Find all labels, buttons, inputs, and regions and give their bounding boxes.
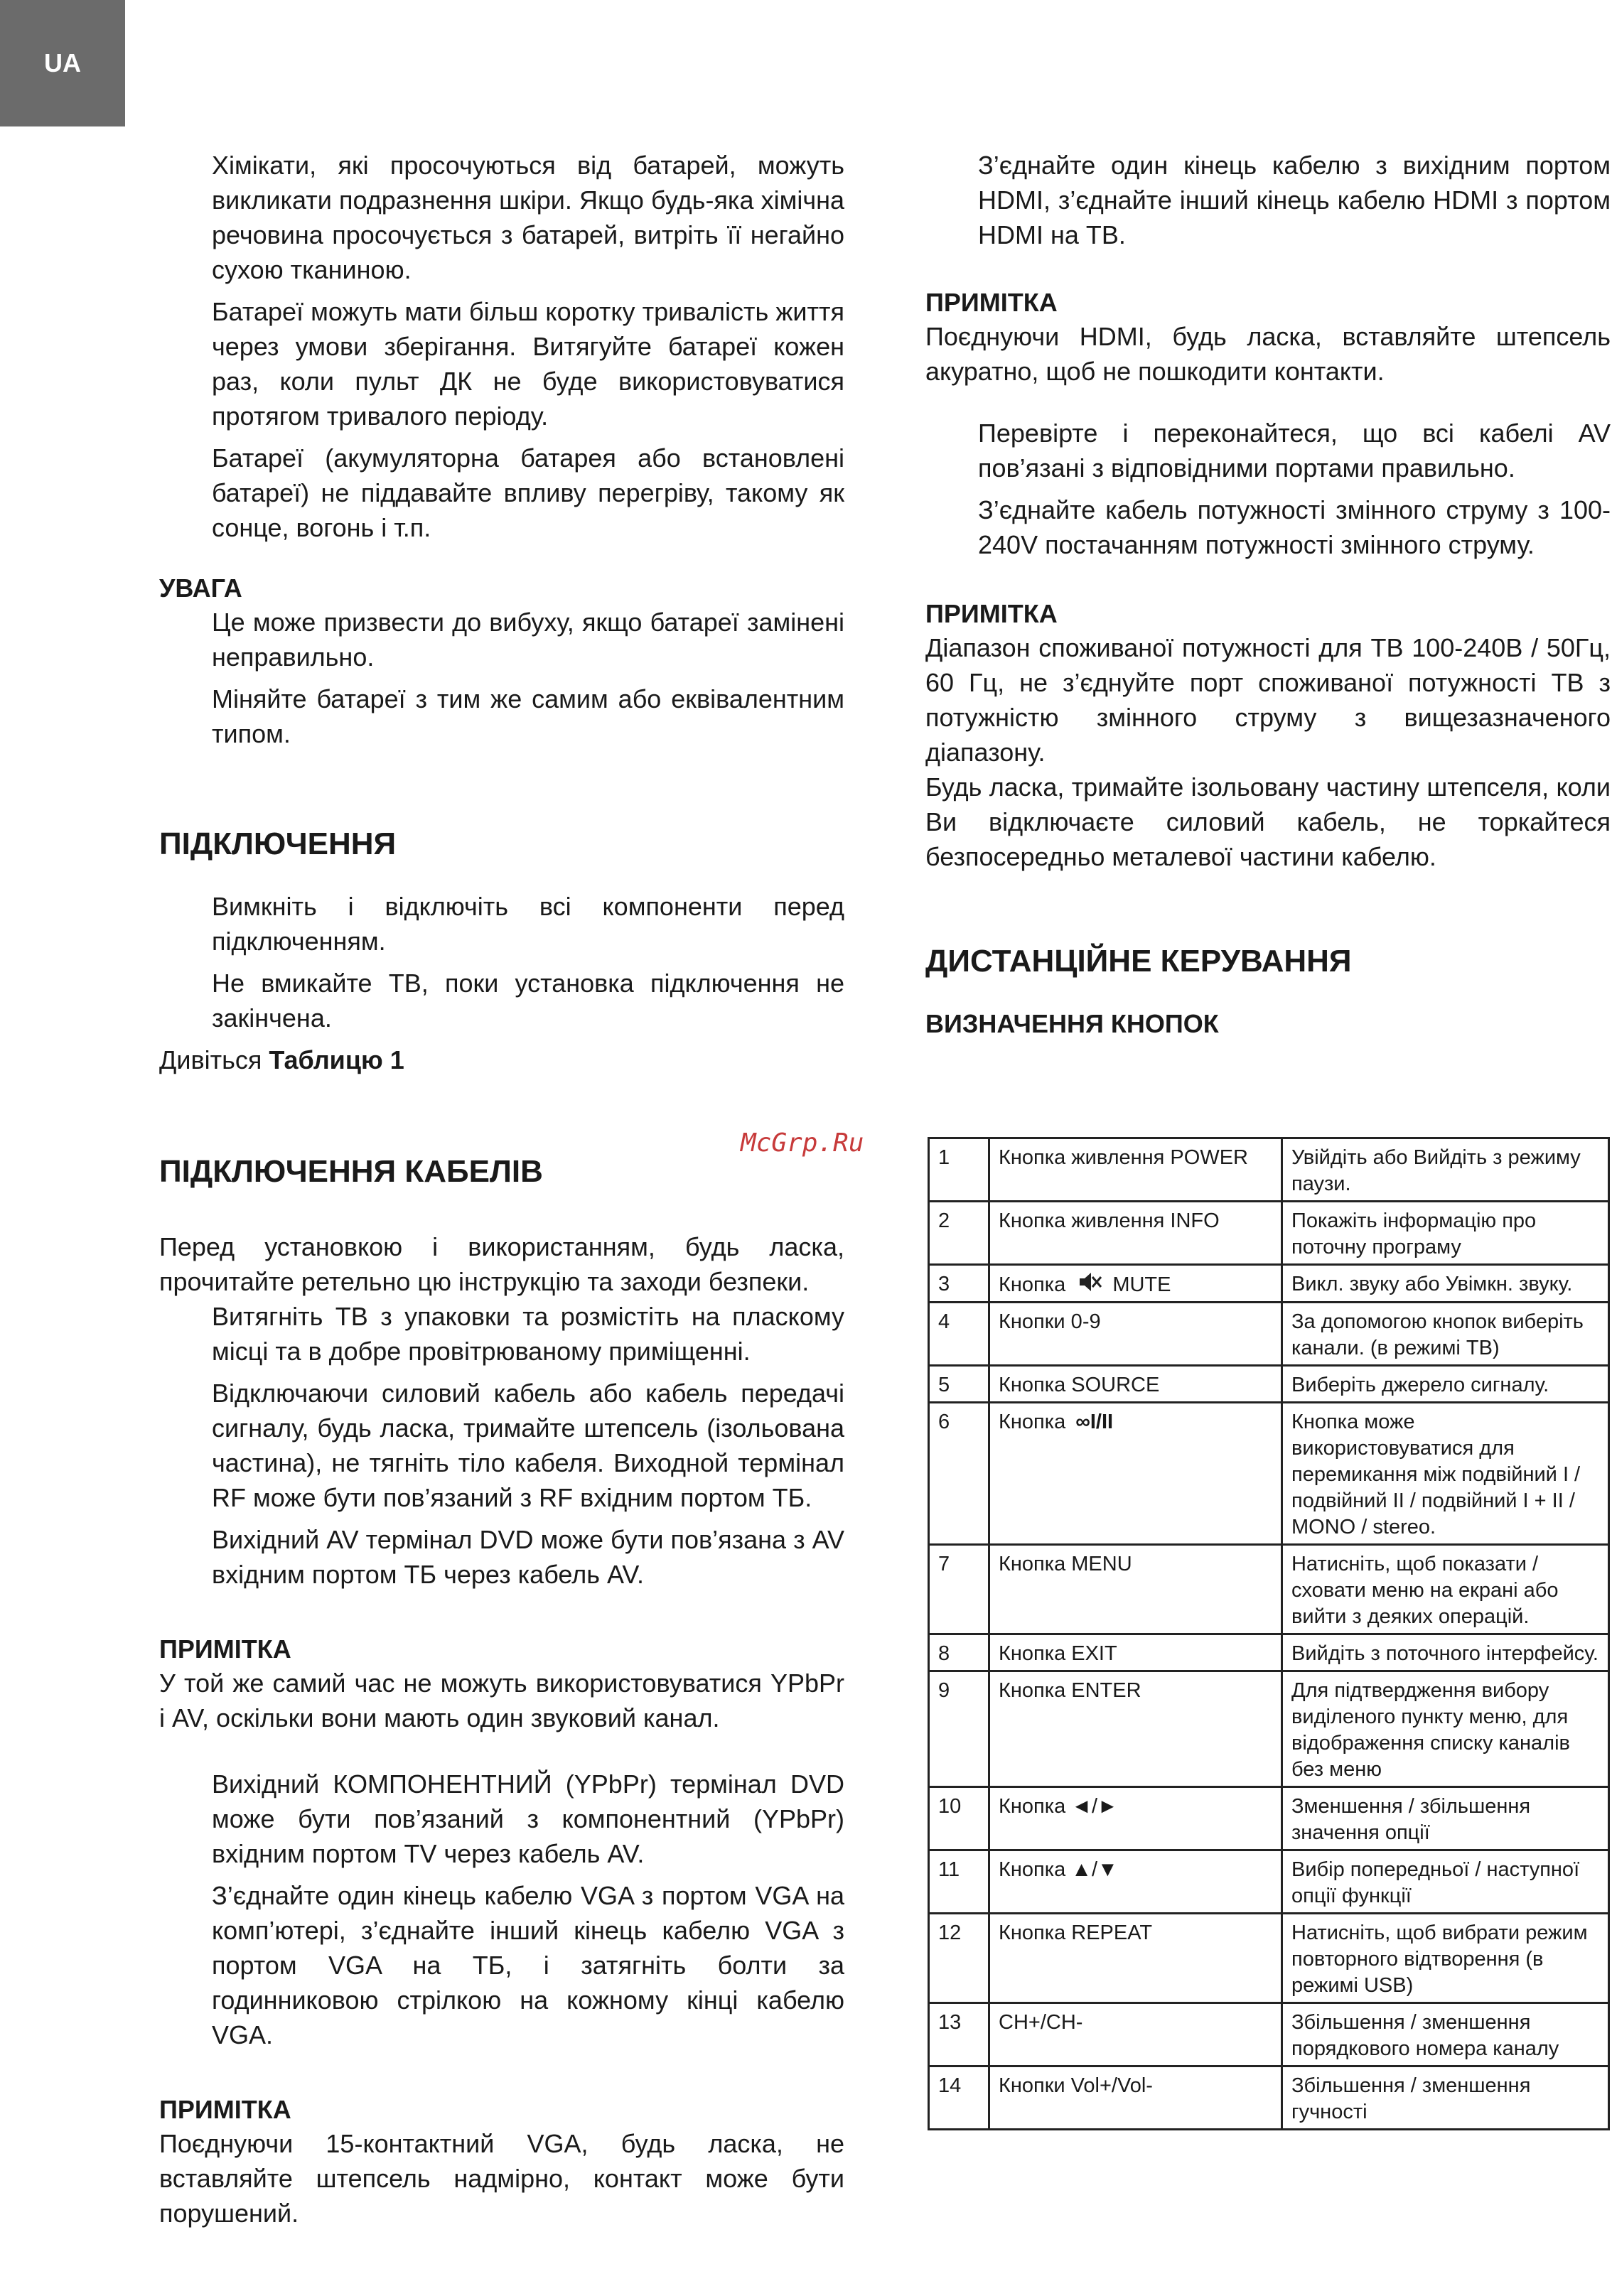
table-row <box>929 1671 1609 1787</box>
button-name: CH+/CH- <box>989 2003 1282 2066</box>
button-name-text: Кнопка <box>999 1273 1066 1296</box>
button-description: Зменшення / збільшення значення опції <box>1282 1787 1609 1850</box>
button-description: Натисніть, щоб вибрати режим повторного відтворення (в режимі USB) <box>1282 1914 1609 2003</box>
buttons-heading: ВИЗНАЧЕННЯ КНОПОК <box>925 1009 1219 1038</box>
table-row <box>929 1850 1609 1914</box>
button-name <box>989 1403 1282 1545</box>
see-table-line <box>159 1042 844 1077</box>
right-column <box>925 148 1611 1040</box>
table-row <box>929 1787 1609 1850</box>
table-row <box>929 1138 1609 1202</box>
buttons-table <box>928 1137 1610 2130</box>
table-row <box>929 1366 1609 1403</box>
button-name: Кнопка REPEAT <box>989 1914 1282 2003</box>
button-description: За допомогою кнопок виберіть канали. (в режимі ТВ) <box>1282 1303 1609 1366</box>
note-text: Поєднуючи HDMI, будь ласка, вставляйте штепсель акуратно, щоб не пошкодити контакти. <box>925 322 1611 386</box>
button-name: Кнопка живлення POWER <box>989 1138 1282 1202</box>
remote-heading: ДИСТАНЦІЙНЕ КЕРУВАННЯ <box>925 944 1352 979</box>
row-number: 7 <box>929 1545 989 1634</box>
button-description: Покажіть інформацію про поточну програму <box>1282 1202 1609 1265</box>
button-name: Кнопка EXIT <box>989 1634 1282 1671</box>
warning-paragraph: Міняйте батареї з тим же самим або еквівалентним типом. <box>212 684 844 748</box>
button-name: Кнопка ▲/▼ <box>989 1850 1282 1914</box>
table-row <box>929 1303 1609 1366</box>
button-description: Для підтвердження вибору виділеного пункту меню, для відображення списку каналів без меню <box>1282 1671 1609 1787</box>
button-name-suffix: MUTE <box>1112 1273 1171 1296</box>
button-description: Збільшення / зменшення гучності <box>1282 2066 1609 2130</box>
battery-paragraph: Батареї можуть мати більш коротку тривалість життя через умови зберігання. Витягуйте батареї кожен раз, коли пульт ДК не буде використовуватися протягом тривалого періоду. <box>212 297 844 431</box>
row-number: 10 <box>929 1787 989 1850</box>
see-table-link: Таблицю 1 <box>269 1045 404 1074</box>
button-name: Кнопка ENTER <box>989 1671 1282 1787</box>
row-number: 2 <box>929 1202 989 1265</box>
cables-paragraph: Вихідний AV термінал DVD може бути пов’язана з AV вхідним портом ТБ через кабель AV. <box>212 1525 844 1589</box>
table-row <box>929 1545 1609 1634</box>
component-paragraph: З’єднайте один кінець кабелю VGA з портом VGA на комп’ютері, з’єднайте інший кінець кабелю VGA з портом VGA на ТБ, і затягніть болти за годинниковою стрілкою на кожному кінці кабелю VGA. <box>212 1881 844 2049</box>
cables-paragraph: Відключаючи силовий кабель або кабель передачі сигналу, будь ласка, тримайте штепсель (ізольована частина), не тягніть тіло кабеля. Виходной термінал RF може бути пов’язаний з RF вхідним портом ТБ. <box>212 1379 844 1512</box>
button-description: Натисніть, щоб показати / сховати меню на екрані або вийти з деяких операцій. <box>1282 1545 1609 1634</box>
language-tab: UA <box>0 0 125 126</box>
row-number: 6 <box>929 1403 989 1545</box>
table-row <box>929 1914 1609 2003</box>
button-name <box>989 1265 1282 1303</box>
battery-paragraph: Батареї (акумуляторна батарея або встановлені батареї) не піддавайте впливу перегріву, такому як сонце, вогонь і т.п. <box>212 443 844 542</box>
row-number: 3 <box>929 1265 989 1303</box>
button-name: Кнопка MENU <box>989 1545 1282 1634</box>
button-name: Кнопка живлення INFO <box>989 1202 1282 1265</box>
note-text: Будь ласка, тримайте ізольовану частину штепселя, коли Ви відключаєте силовий кабель, не торкайтеся безпосередньо металевої частини кабелю. <box>925 772 1611 871</box>
battery-paragraph: Хімікати, які просочуються від батарей, можуть викликати подразнення шкіри. Якщо будь-яка хімічна речовина просочується з батарей, витріть її негайно сухою тканиною. <box>212 151 844 284</box>
check-paragraph: З’єднайте кабель потужності змінного струму з 100-240V постачанням потужності змінного струму. <box>978 495 1611 559</box>
note-label: ПРИМІТКА <box>925 288 1058 317</box>
cables-paragraph: Витягніть ТВ з упаковки та розмістіть на пласкому місці та в добре провітрюваному приміщенні. <box>212 1302 844 1366</box>
row-number: 8 <box>929 1634 989 1671</box>
left-column <box>159 148 844 2231</box>
row-number: 9 <box>929 1671 989 1787</box>
button-name: Кнопка ◄/► <box>989 1787 1282 1850</box>
connection-heading: ПІДКЛЮЧЕННЯ <box>159 826 397 861</box>
dual-sound-icon: ∞I/II <box>1075 1411 1114 1433</box>
button-name: Кнопки 0-9 <box>989 1303 1282 1366</box>
table-row <box>929 1202 1609 1265</box>
note-label: ПРИМІТКА <box>925 599 1058 628</box>
check-paragraph: Перевірте і переконайтеся, що всі кабелі AV пов’язані з відповідними портами правильно. <box>978 419 1611 483</box>
row-number: 14 <box>929 2066 989 2130</box>
table-row <box>929 1265 1609 1303</box>
button-description: Кнопка може використовуватися для перемикання між подвійний I / подвійний II / подвійний I + II / MONO / stereo. <box>1282 1403 1609 1545</box>
table-row <box>929 2003 1609 2066</box>
table-row <box>929 1634 1609 1671</box>
row-number: 4 <box>929 1303 989 1366</box>
mute-icon <box>1078 1271 1102 1293</box>
cables-heading: ПІДКЛЮЧЕННЯ КАБЕЛІВ <box>159 1154 543 1189</box>
button-description: Вийдіть з поточного інтерфейсу. <box>1282 1634 1609 1671</box>
warning-label: УВАГА <box>159 573 242 603</box>
warning-paragraph: Це може призвести до вибуху, якщо батареї замінені неправильно. <box>212 608 844 672</box>
row-number: 12 <box>929 1914 989 2003</box>
cables-intro: Перед установкою і використанням, будь ласка, прочитайте ретельно цю інструкцію та заходи безпеки. <box>159 1232 844 1296</box>
button-name: Кнопка SOURCE <box>989 1366 1282 1403</box>
see-table-prefix: Дивіться <box>159 1045 269 1074</box>
button-description: Увійдіть або Вийдіть з режиму паузи. <box>1282 1138 1609 1202</box>
row-number: 13 <box>929 2003 989 2066</box>
note-text: Діапазон споживаної потужності для ТВ 100-240В / 50Гц, 60 Гц, не з’єднуйте порт споживаної потужності ТВ з потужністю змінного струму з вищезазначеного діапазону. <box>925 633 1611 767</box>
row-number: 5 <box>929 1366 989 1403</box>
connection-paragraph: Вимкніть і відключіть всі компоненти перед підключенням. <box>212 892 844 956</box>
note-text: У той же самий час не можуть використовуватися YPbPr і AV, оскільки вони мають один звуковий канал. <box>159 1669 844 1732</box>
row-number: 11 <box>929 1850 989 1914</box>
button-description: Вибір попередньої / наступної опції функції <box>1282 1850 1609 1914</box>
button-name: Кнопки Vol+/Vol- <box>989 2066 1282 2130</box>
note-text: Поєднуючи 15-контактний VGA, будь ласка, не вставляйте штепсель надмірно, контакт може бути порушений. <box>159 2129 844 2228</box>
button-name-text: Кнопка <box>999 1411 1066 1433</box>
note-label: ПРИМІТКА <box>159 2095 291 2124</box>
hdmi-paragraph: З’єднайте один кінець кабелю з вихідним портом HDMI, з’єднайте інший кінець кабелю HDMI з портом HDMI на ТВ. <box>978 151 1611 249</box>
row-number: 1 <box>929 1138 989 1202</box>
component-paragraph: Вихідний КОМПОНЕНТНИЙ (YPbPr) термінал DVD може бути пов’язаний з компонентний (YPbPr) вхідним портом TV через кабель AV. <box>212 1769 844 1868</box>
table-row <box>929 1403 1609 1545</box>
note-label: ПРИМІТКА <box>159 1634 291 1664</box>
connection-paragraph: Не вмикайте ТВ, поки установка підключення не закінчена. <box>212 969 844 1033</box>
button-description: Викл. звуку або Увімкн. звуку. <box>1282 1265 1609 1303</box>
button-description: Збільшення / зменшення порядкового номера каналу <box>1282 2003 1609 2066</box>
table-row <box>929 2066 1609 2130</box>
button-description: Виберіть джерело сигналу. <box>1282 1366 1609 1403</box>
watermark: McGrp.Ru <box>741 1128 864 1158</box>
